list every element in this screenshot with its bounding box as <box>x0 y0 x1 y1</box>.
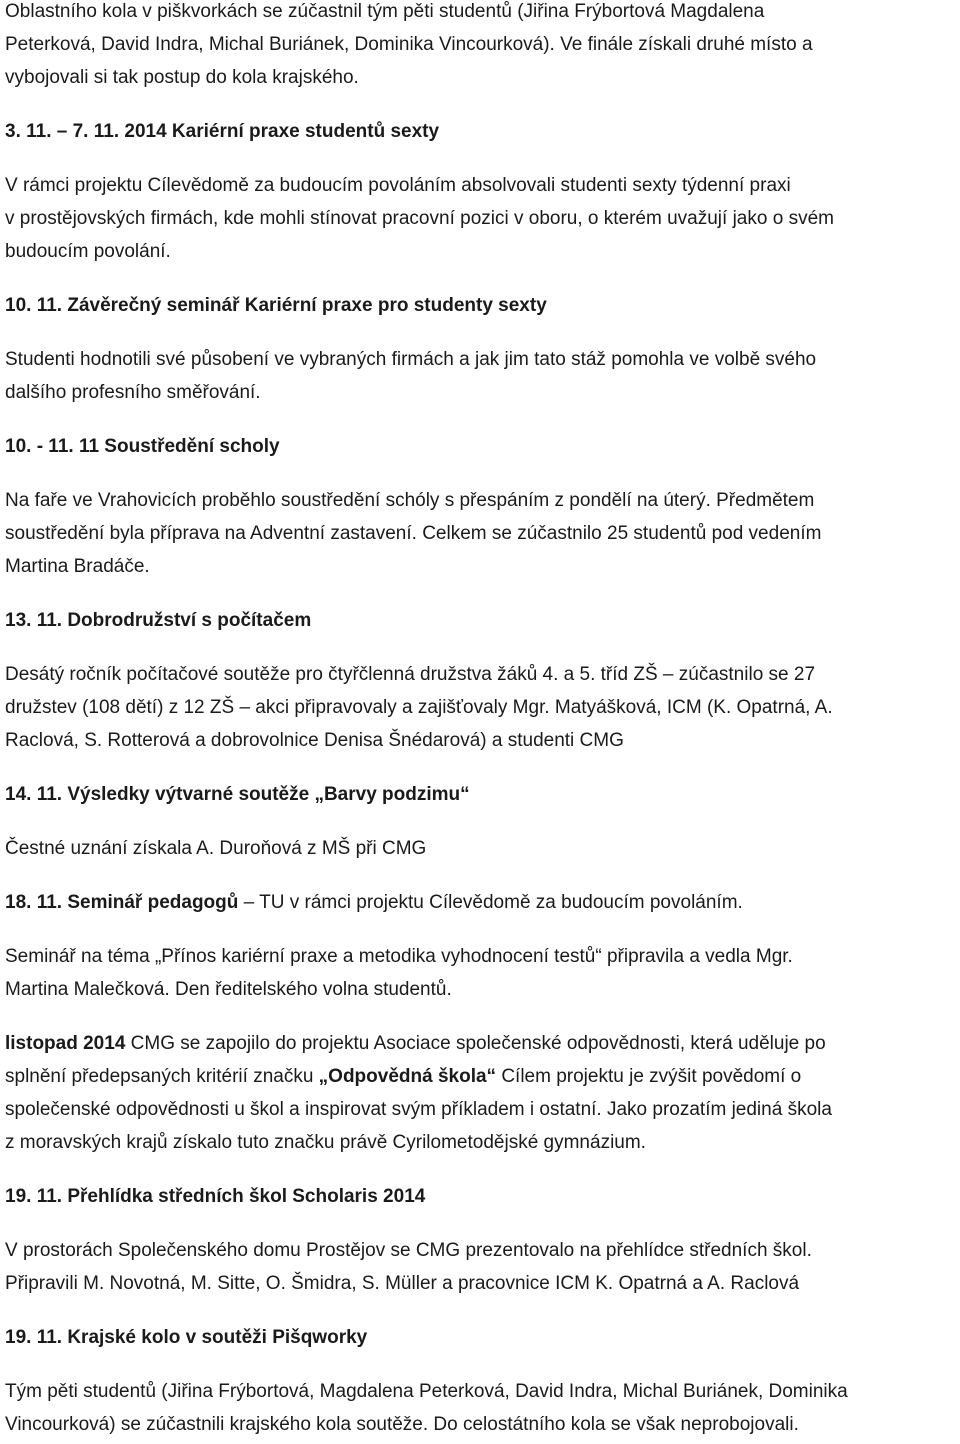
entry-heading <box>5 1180 955 1213</box>
body-line: Seminář na téma „Přínos kariérní praxe a metodika vyhodnocení testů“ připravila a vedla Mgr. <box>5 946 793 967</box>
heading-text: 10. - 11. 11 Soustředění scholy <box>5 436 280 457</box>
spacer <box>5 268 955 289</box>
body-line: v prostějovských firmách, kde mohli stínovat pracovní pozici v oboru, o kterém uvažují jako o svém <box>5 208 834 229</box>
intro-line: Oblastního kola v piškvorkách se zúčastnil tým pěti studentů (Jiřina Frýbortová Magdalena <box>5 1 765 22</box>
body-line: Připravili M. Novotná, M. Sitte, O. Šmidra, S. Müller a pracovnice ICM K. Opatrná a A. Raclová <box>5 1273 800 1294</box>
intro-line: vybojovali si tak postup do kola krajského. <box>5 67 359 88</box>
body-line: Studenti hodnotili své působení ve vybraných firmách a jak jim tato stáž pomohla ve volbě svého <box>5 349 817 370</box>
heading-normal-text: – TU v rámci projektu Cílevědomě za budoucím povoláním. <box>238 892 743 913</box>
body-line: budoucím povolání. <box>5 241 171 262</box>
normal-run: CMG se zapojilo do projektu Asociace společenské odpovědnosti, která uděluje po <box>125 1033 826 1054</box>
spacer <box>5 1213 955 1234</box>
rich-line <box>5 1027 955 1060</box>
entry-zaverecny-seminar <box>5 289 955 409</box>
entry-heading <box>5 430 955 463</box>
entry-heading <box>5 778 955 811</box>
intro-paragraph <box>5 0 955 94</box>
body-line: družstev (108 dětí) z 12 ZŠ – akci připravovaly a zajišťovaly Mgr. Matyášková, ICM (K. Opatrná, A. <box>5 697 833 718</box>
rich-line <box>5 1060 955 1093</box>
entry-heading <box>5 289 955 322</box>
heading-text: 10. 11. Závěrečný seminář Kariérní praxe pro studenty sexty <box>5 295 547 316</box>
bold-run: listopad 2014 <box>5 1033 126 1054</box>
spacer <box>5 94 955 115</box>
spacer <box>5 463 955 484</box>
heading-text: 13. 11. Dobrodružství s počítačem <box>5 610 312 631</box>
body-line: Martina Bradáče. <box>5 556 150 577</box>
entry-heading <box>5 886 955 919</box>
body-line: V rámci projektu Cílevědomě za budoucím povoláním absolvovali studenti sexty týdenní praxi <box>5 175 791 196</box>
body-line: Raclová, S. Rotterová a dobrovolnice Denisa Šnédarová) a studenti CMG <box>5 730 624 751</box>
body-line: Tým pěti studentů (Jiřina Frýbortová, Magdalena Peterková, David Indra, Michal Buriánek, Dominika <box>5 1381 848 1402</box>
entry-heading <box>5 115 955 148</box>
entry-scholaris <box>5 1180 955 1300</box>
rich-line <box>5 1093 955 1126</box>
heading-bold-text: 18. 11. Seminář pedagogů <box>5 892 239 913</box>
spacer <box>5 1006 955 1027</box>
body-line: Martina Malečková. Den ředitelského volna studentů. <box>5 979 452 1000</box>
body-line: Desátý ročník počítačové soutěže pro čtyřčlenná družstva žáků 4. a 5. tříd ZŠ – zúčastnilo se 27 <box>5 664 816 685</box>
body-line: V prostorách Společenského domu Prostějov se CMG prezentovalo na přehlídce středních škol. <box>5 1240 812 1261</box>
body-line: Vincourková) se zúčastnili krajského kola soutěže. Do celostátního kola se však neprobojovali. <box>5 1414 799 1435</box>
entry-heading <box>5 1321 955 1354</box>
spacer <box>5 1354 955 1375</box>
heading-text: 19. 11. Krajské kolo v soutěži Pišqworky <box>5 1327 368 1348</box>
heading-text: 3. 11. – 7. 11. 2014 Kariérní praxe studentů sexty <box>5 121 440 142</box>
spacer <box>5 1159 955 1180</box>
spacer <box>5 409 955 430</box>
document <box>5 0 955 1441</box>
body-line: Na faře ve Vrahovicích proběhlo soustředění schóly s přespáním z pondělí na úterý. Předmětem <box>5 490 815 511</box>
spacer <box>5 811 955 832</box>
normal-run: společenské odpovědnosti u škol a inspirovat svým příkladem i ostatní. Jako prozatím jediná škola <box>5 1099 832 1120</box>
entry-barvy-podzimu <box>5 778 955 865</box>
body-line: dalšího profesního směřování. <box>5 382 261 403</box>
body-line: Čestné uznání získala A. Duroňová z MŠ při CMG <box>5 838 427 859</box>
heading-text: 19. 11. Přehlídka středních škol Scholaris 2014 <box>5 1186 426 1207</box>
spacer <box>5 637 955 658</box>
normal-run: Cílem projektu je zvýšit povědomí o <box>496 1066 802 1087</box>
spacer <box>5 322 955 343</box>
entry-pisqworky <box>5 1321 955 1441</box>
body-line: soustředění byla příprava na Adventní zastavení. Celkem se zúčastnilo 25 studentů pod vedením <box>5 523 822 544</box>
bold-run: „Odpovědná škola“ <box>318 1066 497 1087</box>
rich-line <box>5 1126 955 1159</box>
spacer <box>5 865 955 886</box>
spacer <box>5 1300 955 1321</box>
spacer <box>5 757 955 778</box>
entry-seminar-pedagogu <box>5 886 955 1006</box>
intro-line: Peterková, David Indra, Michal Buriánek, Dominika Vincourková). Ve finále získali druhé místo a <box>5 34 813 55</box>
spacer <box>5 919 955 940</box>
normal-run: z moravských krajů získalo tuto značku právě Cyrilometodějské gymnázium. <box>5 1132 646 1153</box>
entry-odpovedna-skola <box>5 1027 955 1159</box>
spacer <box>5 148 955 169</box>
entry-karierni-praxe <box>5 115 955 268</box>
entry-dobrodruzstvi <box>5 604 955 757</box>
entry-heading <box>5 604 955 637</box>
heading-text: 14. 11. Výsledky výtvarné soutěže „Barvy podzimu“ <box>5 784 470 805</box>
entry-soustredeni-scholy <box>5 430 955 583</box>
spacer <box>5 583 955 604</box>
normal-run: splnění předepsaných kritérií značku <box>5 1066 319 1087</box>
